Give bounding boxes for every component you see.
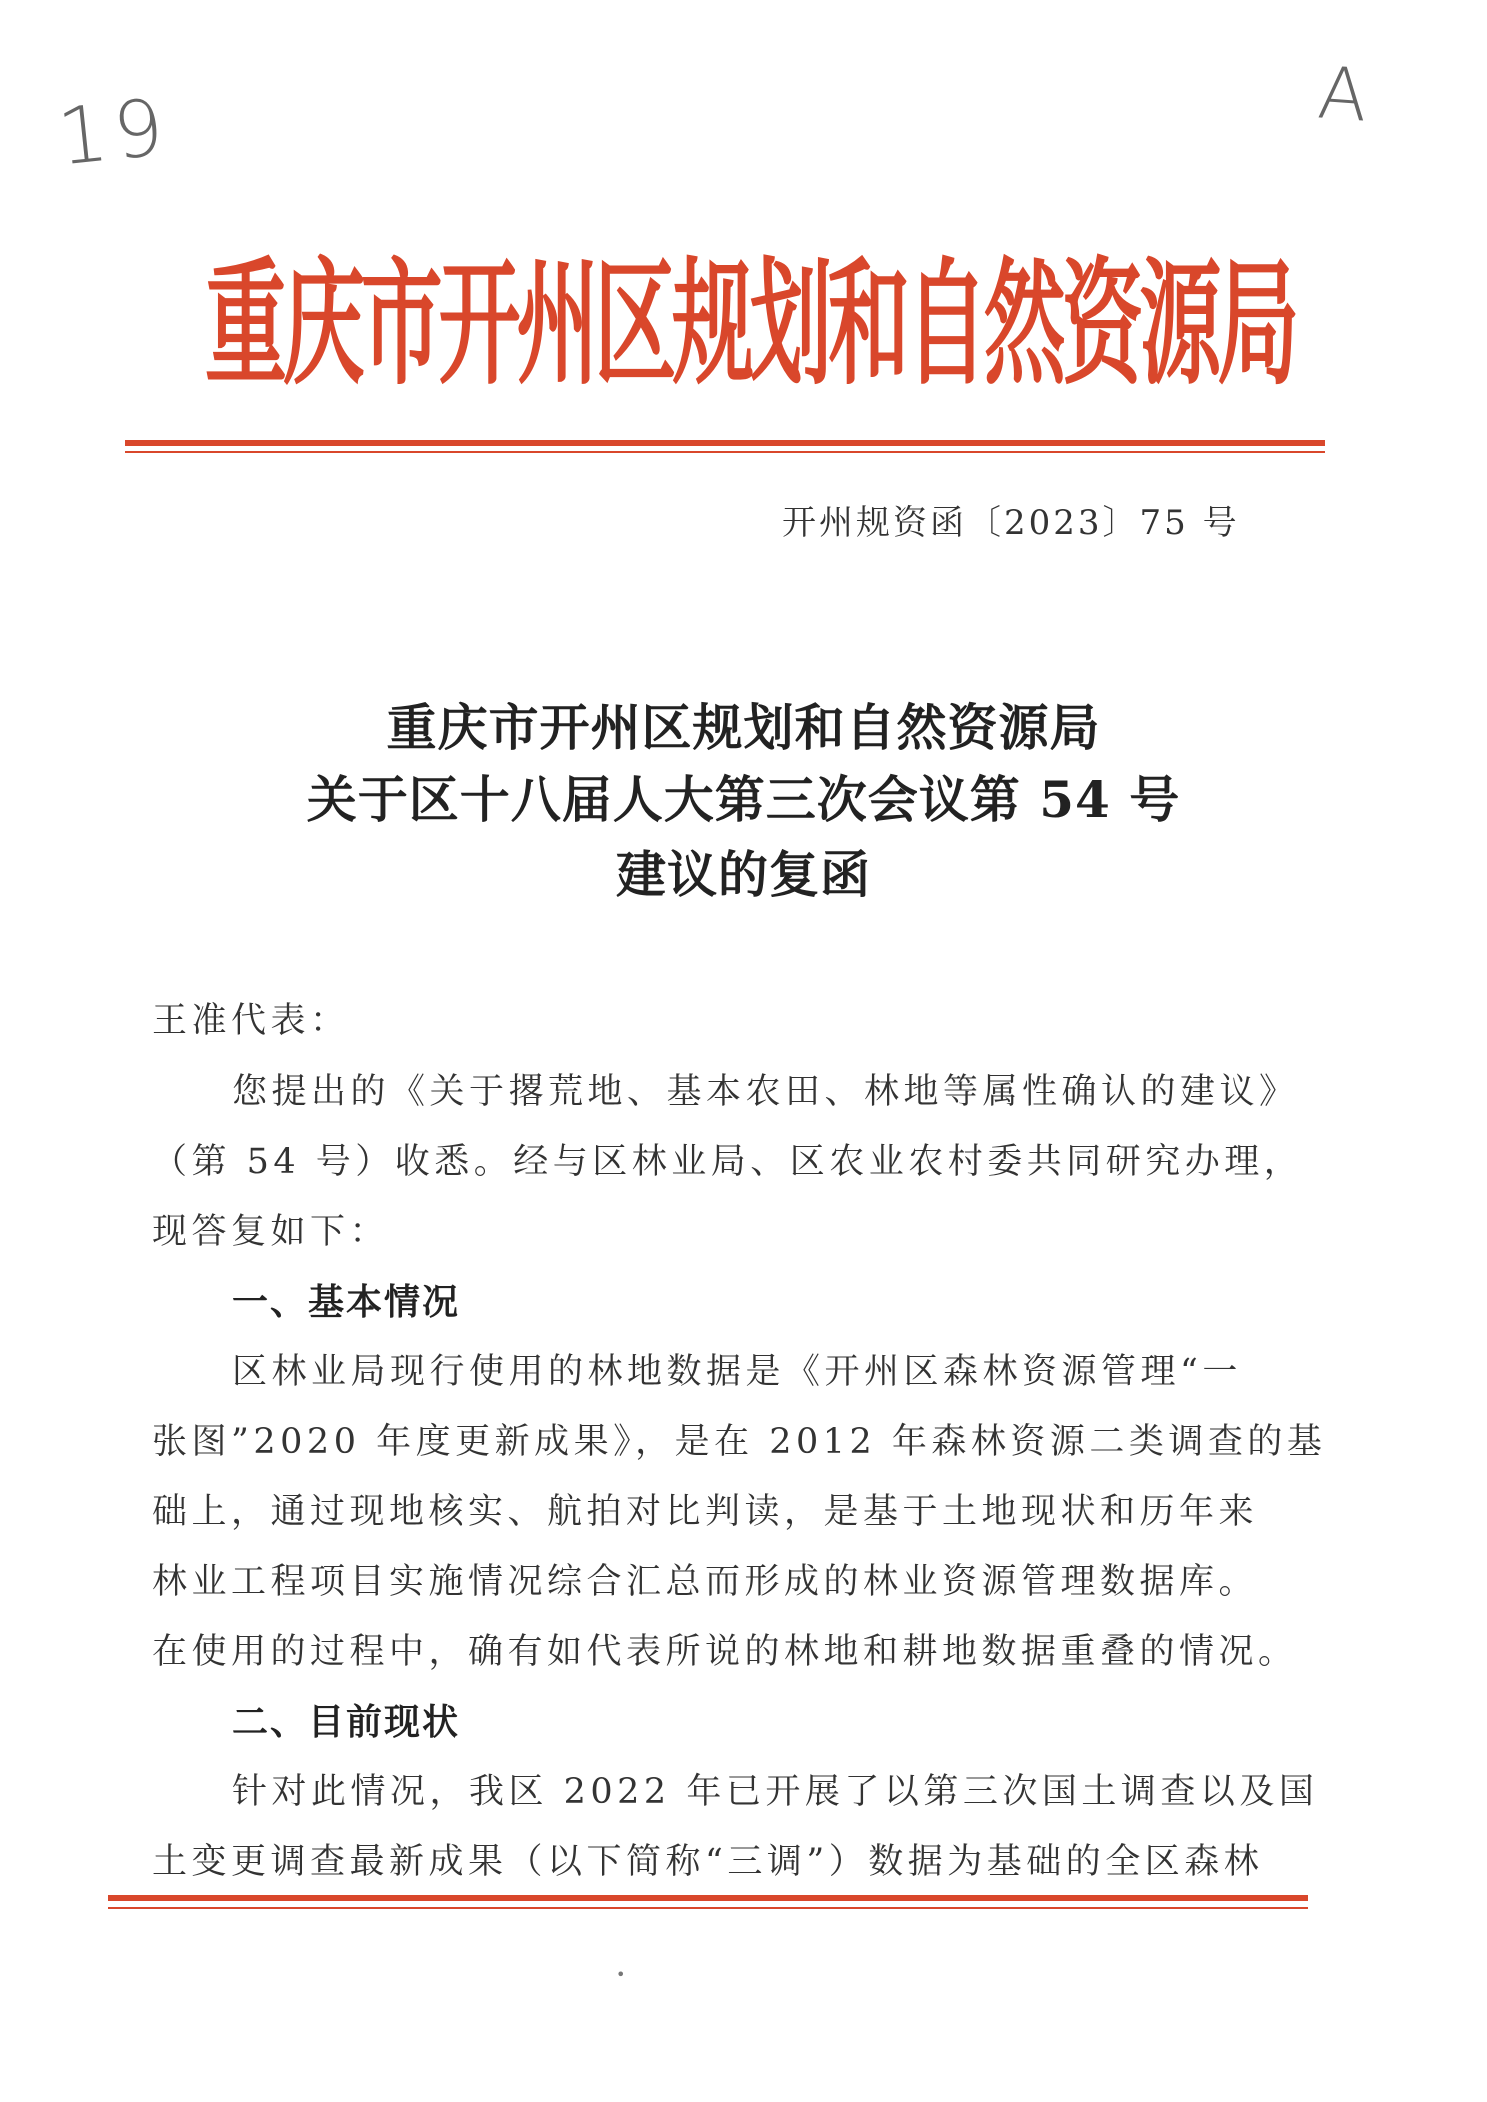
paragraph-3-line: 针对此情况，我区 2022 年已开展了以第三次国土调查以及国 — [232, 1772, 1319, 1812]
paragraph-2-line: 在使用的过程中，确有如代表所说的林地和耕地数据重叠的情况。 — [152, 1632, 1298, 1672]
paragraph-2-line: 林业工程项目实施情况综合汇总而形成的林业资源管理数据库。 — [152, 1562, 1259, 1602]
document-number: 开州规资函〔2023〕75 号 — [782, 503, 1240, 543]
salutation: 王准代表： — [152, 1001, 350, 1041]
paragraph-2-line: 张图”2020 年度更新成果》，是在 2012 年森林资源二类调查的基 — [152, 1422, 1327, 1462]
paragraph-1-line: 您提出的《关于撂荒地、基本农田、林地等属性确认的建议》 — [232, 1072, 1299, 1112]
letterhead-rule-thin — [125, 451, 1325, 453]
section-heading-1: 一、基本情况 — [232, 1282, 461, 1323]
document-title-line-3: 建议的复函 — [616, 845, 871, 904]
letterhead-org-name: 重庆市开州区规划和自然资源局 — [205, 244, 1296, 405]
handwritten-corner-mark: A — [1315, 50, 1371, 138]
section-heading-2: 二、目前现状 — [232, 1702, 461, 1743]
handwritten-page-mark: 19 — [53, 82, 174, 184]
scan-speck: • — [616, 1965, 626, 1984]
paragraph-2-line: 础上，通过现地核实、航拍对比判读，是基于土地现状和历年来 — [152, 1492, 1259, 1532]
paragraph-3-line: 土变更调查最新成果（以下简称“三调”）数据为基础的全区森林 — [152, 1842, 1264, 1882]
paragraph-2-line: 区林业局现行使用的林地数据是《开州区森林资源管理“一 — [232, 1352, 1242, 1392]
paragraph-1-line: （第 54 号）收悉。经与区林业局、区农业农村委共同研究办理， — [152, 1142, 1304, 1182]
document-title-line-1: 重庆市开州区规划和自然资源局 — [386, 698, 1101, 757]
document-title-line-2: 关于区十八届人大第三次会议第 54 号 — [306, 770, 1181, 829]
letterhead-rule-thick — [125, 440, 1325, 446]
paragraph-1-line: 现答复如下： — [152, 1212, 390, 1252]
footer-rule-thin — [108, 1907, 1308, 1909]
footer-rule-thick — [108, 1895, 1308, 1901]
